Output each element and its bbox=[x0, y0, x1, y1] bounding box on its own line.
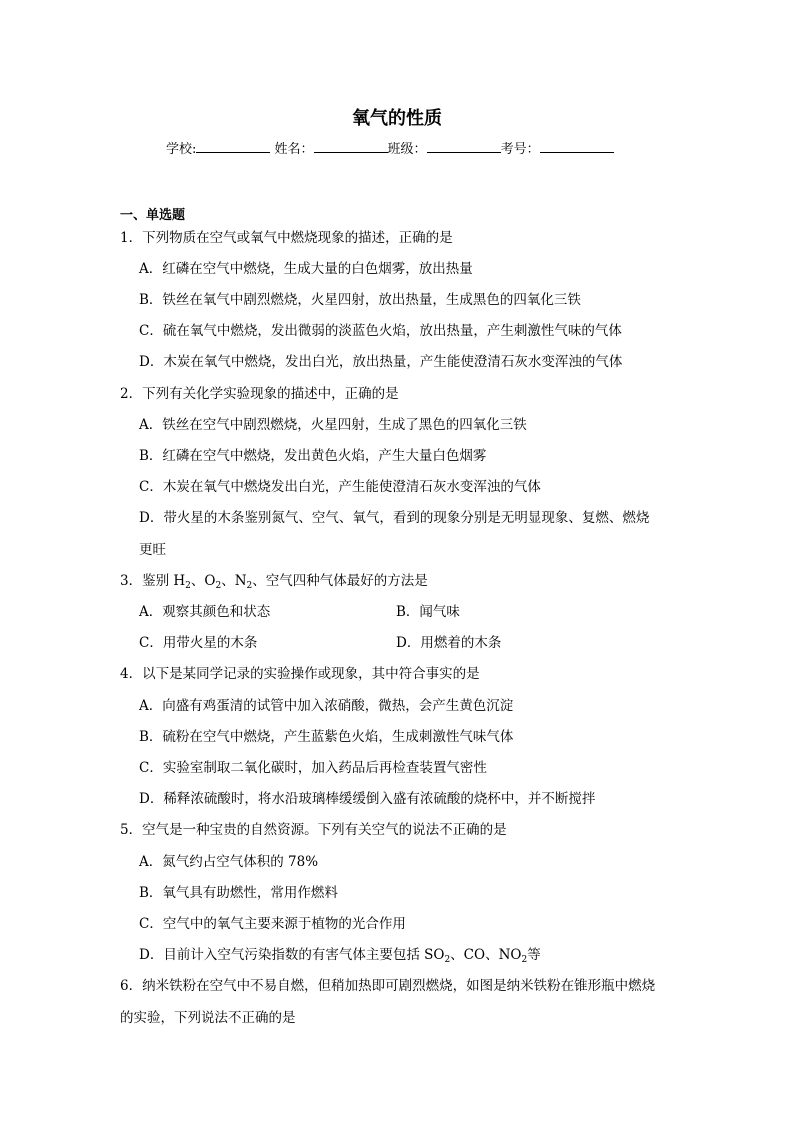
exam-no-label: 考号： bbox=[500, 142, 540, 157]
school-label: 学校: bbox=[166, 142, 197, 157]
question-1-option-d[interactable]: D．木炭在氧气中燃烧，发出白光，放出热量，产生能使澄清石灰水变浑浊的气体 bbox=[139, 354, 623, 370]
question-5-option-b[interactable]: B．氧气具有助燃性，常用作燃料 bbox=[139, 885, 338, 901]
section-title: 一、单选题 bbox=[120, 208, 186, 223]
question-6-stem: 6．纳米铁粉在空气中不易自燃，但稍加热即可剧烈燃烧，如图是纳米铁粉在锥形瓶中燃烧 bbox=[120, 978, 656, 994]
question-3-option-d[interactable]: D．用燃着的木条 bbox=[396, 635, 502, 651]
question-1-stem: 1．下列物质在空气或氧气中燃烧现象的描述，正确的是 bbox=[120, 230, 453, 246]
school-blank[interactable] bbox=[196, 139, 270, 153]
exam-no-blank[interactable] bbox=[540, 139, 614, 153]
question-2-option-a[interactable]: A．铁丝在空气中剧烈燃烧，火星四射，生成了黑色的四氧化三铁 bbox=[139, 417, 527, 433]
question-5-option-a[interactable]: A．氮气约占空气体积的 78% bbox=[139, 854, 319, 870]
question-1-option-c[interactable]: C．硫在氧气中燃烧，发出微弱的淡蓝色火焰，放出热量，产生刺激性气味的气体 bbox=[139, 323, 622, 339]
question-2-option-d-continued: 更旺 bbox=[139, 542, 166, 558]
class-blank[interactable] bbox=[427, 139, 501, 153]
name-blank[interactable] bbox=[314, 139, 388, 153]
question-5-option-d[interactable]: D．目前计入空气污染指数的有害气体主要包括 $SO_2$、CO、$NO_2$等 bbox=[139, 947, 541, 965]
question-4-option-c[interactable]: C．实验室制取二氧化碳时，加入药品后再检查装置气密性 bbox=[139, 760, 487, 776]
question-4-option-b[interactable]: B．硫粉在空气中燃烧，产生蓝紫色火焰，生成刺激性气味气体 bbox=[139, 729, 514, 745]
question-2-option-d[interactable]: D．带火星的木条鉴别氮气、空气、氧气，看到的现象分别是无明显现象、复燃、燃烧 bbox=[139, 510, 650, 526]
question-2-option-b[interactable]: B．红磷在空气中燃烧，发出黄色火焰，产生大量白色烟雾 bbox=[139, 448, 487, 464]
question-3-option-b[interactable]: B．闻气味 bbox=[396, 604, 460, 620]
question-6-stem-continued: 的实验，下列说法不正确的是 bbox=[120, 1010, 296, 1026]
question-4-option-a[interactable]: A．向盛有鸡蛋清的试管中加入浓硝酸，微热，会产生黄色沉淀 bbox=[139, 698, 514, 714]
question-4-stem: 4．以下是某同学记录的实验操作或现象，其中符合事实的是 bbox=[120, 666, 480, 682]
question-1-option-a[interactable]: A．红磷在空气中燃烧，生成大量的白色烟雾，放出热量 bbox=[139, 261, 473, 277]
student-info-line bbox=[166, 138, 614, 157]
question-3-stem: 3．鉴别 $H_2$、$O_2$、$N_2$、空气四种气体最好的方法是 bbox=[120, 573, 428, 591]
question-5-option-c[interactable]: C．空气中的氧气主要来源于植物的光合作用 bbox=[139, 916, 406, 932]
page-title: 氧气的性质 bbox=[352, 108, 442, 129]
question-4-option-d[interactable]: D．稀释浓硫酸时，将水沿玻璃棒缓缓倒入盛有浓硫酸的烧杯中，并不断搅拌 bbox=[139, 791, 596, 807]
question-3-option-a[interactable]: A．观察其颜色和状态 bbox=[139, 604, 271, 620]
question-5-stem: 5．空气是一种宝贵的自然资源。下列有关空气的说法不正确的是 bbox=[120, 822, 507, 838]
name-label: 姓名： bbox=[274, 142, 314, 157]
question-2-stem: 2．下列有关化学实验现象的描述中，正确的是 bbox=[120, 386, 399, 402]
question-1-option-b[interactable]: B．铁丝在氧气中剧烈燃烧，火星四射，放出热量，生成黑色的四氧化三铁 bbox=[139, 292, 581, 308]
question-2-option-c[interactable]: C．木炭在氧气中燃烧发出白光，产生能使澄清石灰水变浑浊的气体 bbox=[139, 479, 541, 495]
question-3-option-c[interactable]: C．用带火星的木条 bbox=[139, 635, 258, 651]
class-label: 班级： bbox=[387, 142, 427, 157]
